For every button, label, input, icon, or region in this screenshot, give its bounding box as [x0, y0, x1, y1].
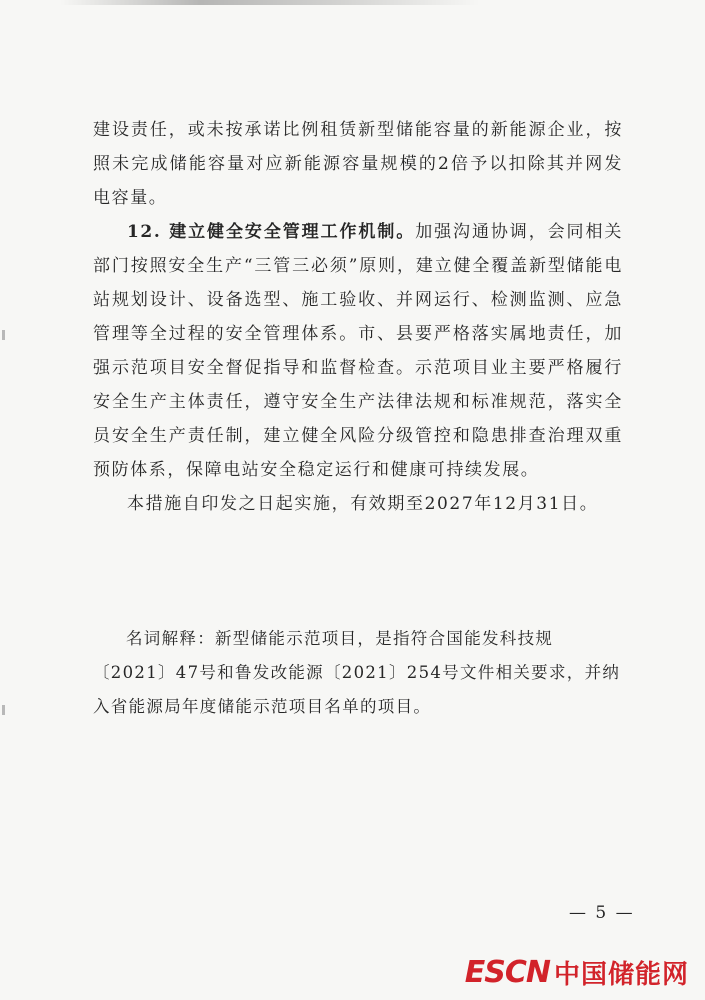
paragraph-item-12 [93, 215, 623, 487]
watermark-latin: ESCN [464, 954, 550, 990]
scan-artifact [2, 705, 5, 715]
document-body [93, 113, 623, 521]
item-12-body: 加强沟通协调，会同相关部门按照安全生产“三管三必须”原则，建立健全覆盖新型储能电站规划设计、设备选型、施工验收、并网运行、检测监测、应急管理等全过程的安全管理体系。市、县要严格落实属地责任，加强示范项目安全督促指导和监督检查。示范项目业主要严格履行安全生产主体责任，遵守安全生产法律法规和标准规范，落实全员安全生产责任制，建立健全风险分级管控和隐患排查治理双重预防体系，保障电站安全稳定运行和健康可持续发展。 [93, 222, 623, 480]
term-explanation-text: 名词解释：新型储能示范项目，是指符合国能发科技规〔2021〕47号和鲁发改能源〔2021〕254号文件相关要求，并纳入省能源局年度储能示范项目名单的项目。 [93, 629, 621, 716]
term-explanation [93, 622, 623, 724]
paragraph-effective-date: 本措施自印发之日起实施，有效期至2027年12月31日。 [127, 494, 599, 514]
watermark-cjk: 中国储能网 [553, 959, 689, 990]
scan-artifact [60, 0, 480, 5]
paragraph-continuation: 建设责任，或未按承诺比例租赁新型储能容量的新能源企业，按照未完成储能容量对应新能源容量规模的2倍予以扣除其并网发电容量。 [93, 120, 623, 208]
page-number: — 5 — [569, 903, 635, 923]
scan-artifact [2, 330, 5, 340]
item-12-heading: 12. 建立健全安全管理工作机制。 [127, 222, 416, 242]
escn-watermark-logo [465, 952, 689, 992]
